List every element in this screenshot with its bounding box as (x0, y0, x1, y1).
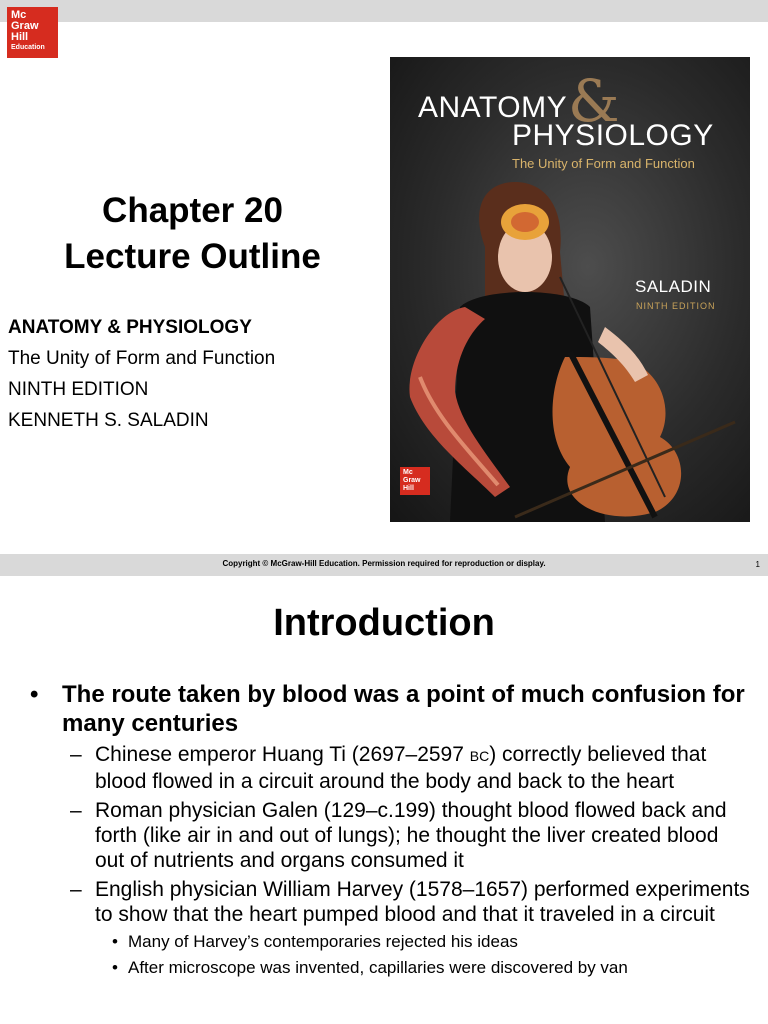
bullet-text: The route taken by blood was a point of much confusion for many centuries (62, 681, 745, 737)
book-info (8, 312, 275, 436)
cover-logo-text: Graw (403, 477, 421, 484)
chapter-heading: Chapter 20 (102, 191, 283, 230)
cover-title-physiology: PHYSIOLOGY (512, 119, 714, 152)
dash-marker: – (70, 799, 82, 822)
bullet-dot: • (112, 932, 118, 951)
sub-bullet-item (30, 877, 750, 927)
dash-marker: – (70, 743, 82, 766)
book-title: ANATOMY & PHYSIOLOGY (8, 317, 252, 338)
sub-bullet-text: ) correctly believed that blood flowed in a circuit around the body and back to the heart (95, 743, 707, 793)
book-subtitle: The Unity of Form and Function (8, 348, 276, 369)
bullet-item (30, 680, 750, 738)
sub-sub-bullet-text: Many of Harvey’s contemporaries rejected his ideas (128, 932, 518, 951)
cover-logo-text: Mc (403, 469, 413, 476)
logo-text: Mc (11, 9, 27, 21)
bullet-list (30, 680, 750, 979)
logo-text: Hill (11, 31, 29, 43)
copyright-text: Copyright © McGraw-Hill Education. Permission required for reproduction or display. (222, 559, 546, 568)
cover-subtitle: The Unity of Form and Function (512, 156, 695, 171)
sub-sub-bullet-item (30, 930, 750, 953)
cover-publisher-logo (400, 467, 430, 495)
top-bar (0, 0, 768, 22)
cover-ampersand: & (568, 67, 620, 135)
sub-sub-bullet-text: After microscope was invented, capillaries were discovered by van (128, 958, 628, 977)
sub-bullet-item (30, 742, 750, 794)
cover-edition: NINTH EDITION (636, 301, 716, 311)
bullet-dot: • (112, 958, 118, 977)
book-cover-image (390, 57, 750, 522)
cover-author: SALADIN (635, 277, 712, 296)
mcgraw-hill-logo (7, 7, 58, 58)
sub-sub-bullet-item (30, 956, 750, 979)
copyright-bar (0, 554, 768, 576)
era-abbreviation: BC (469, 748, 490, 764)
slide-title: Introduction (273, 602, 495, 644)
sub-bullet-text: Roman physician Galen (129–c.199) thought blood flowed back and forth (like air in and out of lungs); he thought the liver created blood out of nutrients and organs consumed it (95, 799, 727, 872)
sub-bullet-text: English physician William Harvey (1578–1657) performed experiments to show that the heart pumped blood and that it traveled in a circuit (95, 878, 750, 926)
slide-title (40, 188, 345, 280)
book-edition: NINTH EDITION (8, 379, 149, 400)
lecture-outline-heading: Lecture Outline (64, 237, 321, 276)
book-author: KENNETH S. SALADIN (8, 410, 209, 431)
page-number: 1 (755, 560, 760, 569)
bullet-dot: • (30, 681, 39, 708)
cover-logo-text: Hill (403, 485, 414, 492)
logo-text: Graw (11, 20, 39, 32)
sub-bullet-text: Chinese emperor Huang Ti (2697–2597 (95, 743, 470, 766)
sub-bullet-item (30, 798, 750, 873)
logo-text: Education (11, 44, 45, 51)
cover-title-anatomy: ANATOMY (418, 91, 568, 124)
dash-marker: – (70, 878, 82, 901)
